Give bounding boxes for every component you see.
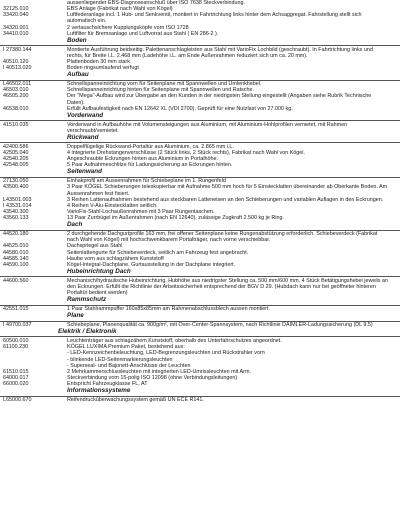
spec-code: 32125.010 — [3, 6, 29, 13]
spec-code: I 27380.144 — [3, 46, 32, 53]
spec-description: Doppelflügelige Rückwand-Portaltür aus Aluminium, ca. 2.865 mm i.L. — [67, 143, 234, 150]
section-heading: Rammschutz — [0, 296, 400, 305]
spec-code: 46538.010 — [3, 105, 29, 112]
spec-description: 1 Paar Stahlrammpuffer 160x85x85mm am Rahmenabschlussblech aussen montiert. — [67, 306, 271, 313]
spec-code: 43560.133 — [3, 215, 29, 222]
spec-row — [0, 262, 400, 268]
spec-description: Luftfilter für Bremsanlage und Luftvorrat aus Stahl ( EN 286-2 ). — [67, 30, 219, 37]
spec-code: 42548.005 — [3, 162, 29, 169]
spec-description: VarioFix-Stahl-Lochaußenrahmen mit 3 Paar Rungentaschen. — [67, 209, 215, 216]
spec-description: - LED-Kennzeichenbeleuchtung, LED-Begrenzungsleuchten und Rückstrahler vorn — [67, 350, 265, 357]
spec-row — [0, 122, 400, 134]
spec-description: Entspricht Fahrzeugklasse FL, AT — [67, 381, 148, 388]
spec-row — [0, 215, 400, 221]
spec-description: Boden ringsumlaufend verfugt — [67, 65, 139, 72]
spec-description: Haube vorn aus schlagzähem Kunststoff — [67, 255, 164, 262]
section-heading: Elektrik / Elektronik — [0, 328, 400, 337]
spec-row — [0, 397, 400, 403]
spec-code: 61510.015 — [3, 368, 29, 375]
spec-description: Steckverbindung vom 15-polig ISO 12098 (ohne Verbindungsleitungen) — [67, 375, 238, 381]
spec-code: L65000.670 — [3, 397, 32, 404]
spec-code: 42505.040 — [3, 150, 29, 156]
spec-description: Kögel-Integral-Dachplane. Gurtausstellung in der Dachplane integriert. — [67, 261, 236, 268]
spec-description: 3 Reihen Lattenaufnahmen bestehend aus steckbaren Latteneisen an den Schieberungen und variablen Auflagen in den Eckrungen. — [67, 196, 384, 203]
section-heading: Boden — [0, 37, 400, 46]
spec-code: 34320.001 — [3, 24, 29, 31]
spec-row — [0, 306, 400, 312]
spec-description: 2 durchgehende Dachgurtprofile 163 mm, frei offener Seitenplane keine Rungenabstützung erforderlich. Schiebeverdeck (Fabrikat nach Wahl von Kögel) mit hochschwenkbarem Portalträger, nach vorne verschiebbar. — [67, 231, 378, 244]
spec-description: Einhakprofil am Aussenrahmen für Schiebeplane im 1. Rungenfeld — [67, 178, 226, 185]
spec-description: Schnellspanneinrichtung vorn für Seitenplane mit Spannwellen und Umlenkhebel. — [67, 81, 262, 88]
section-heading: Hubeinrichtung Dach — [0, 268, 400, 277]
section-heading: Plane — [0, 312, 400, 321]
section-heading: Informationssysteme — [0, 387, 400, 396]
section-heading: Rückwand — [0, 134, 400, 143]
spec-description: 4 Reihen V-Alu-Einstecklatten seitlich. — [67, 202, 158, 209]
spec-code: 44580.010 — [3, 249, 29, 256]
spec-code: 46503.010 — [3, 87, 29, 94]
spec-code: 42400.586 — [3, 143, 29, 150]
spec-description: Seitenlattengurte für Schiebeverdeck, seitlich am Fahrzeug fest angebracht. — [67, 249, 249, 256]
spec-row — [0, 231, 400, 243]
spec-description: KÖGEL LUXIMA Premium Paket, bestehend aus: — [67, 344, 185, 351]
spec-description: Vorderwand in Aufbauhöhe mit Volumensteigungen aus Aluminium, mit Aluminium-Hohlprofilen vernietet, mit Rahmen verschraubt/vernietet. — [67, 121, 348, 134]
spec-code: 61100.230 — [3, 344, 29, 351]
spec-code: 41510.035 — [3, 121, 29, 128]
spec-description: Erfüllt Aufbaufestigkeit nach EN 12642 XL (VDI 2700). Geprüft für eine Nutzlast von 27.000 kg. — [67, 105, 293, 112]
spec-row — [0, 31, 400, 37]
spec-code: 40510.120 — [3, 59, 29, 66]
spec-row — [0, 65, 400, 71]
spec-code: 66000.020 — [3, 381, 29, 388]
spec-code: L43501.003 — [3, 196, 32, 203]
spec-code: 42551.015 — [3, 306, 29, 313]
spec-row — [0, 381, 400, 387]
spec-description: Dachspriegel aus Stahl — [67, 243, 123, 250]
spec-description: aussenliegender EBS-Diagnoseanschluß über ISO 7638 Steckverbindung. — [67, 0, 246, 6]
section-heading: Dach — [0, 221, 400, 230]
spec-code: 44600.560 — [3, 277, 29, 284]
spec-row — [0, 278, 400, 296]
spec-code: 43500.400 — [3, 184, 29, 191]
spec-description: 2 Mehrkammerschlussleuchten mit integrierten LED-Umrissleuchten mit Arm. — [67, 368, 251, 375]
spec-code: 43540.300 — [3, 209, 29, 216]
spec-code: 44520.180 — [3, 231, 29, 238]
spec-description: 5 Paar Aufnahmeschlitze für Ladungssicherung an Eckrungen hinten. — [67, 162, 233, 169]
spec-description: Leuchtenträger aus schlagzähem Kunststoff, oberhalb des Unterfahrschutzes angeordnet. — [67, 338, 282, 345]
spec-description: EBS Anlage (Fabrikat nach Wahl von Kögel) — [67, 6, 173, 13]
section-heading: Aufbau — [0, 71, 400, 80]
spec-description: Reifendrucküberwachungssystem gemäß UN ECE R141. — [67, 397, 204, 404]
spec-row — [0, 47, 400, 59]
spec-code: 46505.200 — [3, 93, 29, 100]
spec-description: 13 Paar Zurrbügel im Außenrahmen (nach EN 12640), zulässige Zugkraft 2.500 kg je Ring. — [67, 215, 284, 222]
spec-description: 4 integrierte Drehstangenverschlüsse (2 Stück links, 2 Stück rechts), Fabrikat nach Wahl von Kögel. — [67, 150, 305, 156]
spec-description: Mechanisch/hydraulische Hubeinrichtung. Hubhöhe aus niedrigster Stellung ca. 500 mm/600 mm, 4 Stück Betätigungshebel jeweils an den Eckrungen. Erfüllt die Richtlinie der Arbeitssicherheit entsprechend der BGV D 29. (Hubdach kann nur bei geöffneter hinteren Portaltür bedient werden) — [67, 277, 388, 297]
spec-code: I 49700.037 — [3, 322, 32, 329]
spec-description: Angeschraubte Eckrungen hinten aus Aluminium in Portalhöhe. — [67, 156, 219, 163]
spec-description: Luftfederanlage incl. 1 Hub- und Senkventil, montiert in Fahrtrichtung links hinter dem Achsaggregat. Fahrstellung stellt sich automatisch ein. — [67, 12, 362, 25]
spec-code: 33420.040 — [3, 12, 29, 19]
spec-row — [0, 93, 400, 105]
spec-description: Plattenboden 30 mm stark — [67, 59, 130, 66]
spec-row — [0, 184, 400, 196]
spec-code: 27130.050 — [3, 178, 29, 185]
spec-code: 44525.010 — [3, 243, 29, 250]
spec-code: 44585.140 — [3, 255, 29, 262]
spec-description: Schiebeplane, Planenqualität ca. 900g/m², mit Over-Center-Spannsystem, nach Richtlinie DAIMLER-Ladungssicherung (DL 9.5) — [67, 322, 373, 329]
spec-code: I 40513.020 — [3, 65, 32, 72]
spec-row — [0, 106, 400, 112]
spec-code: 64000.017 — [3, 375, 29, 381]
section-heading: Seitenwand — [0, 168, 400, 177]
spec-description: Schnellspanneinrichtung hinten für Seitenplane mit Spannwellen und Ratsche. — [67, 87, 254, 94]
spec-description: Der "Mega"-Aufbau wird zur Übergabe an den Kunden in der niedrigsten Stellung eingestellt (Angaben siehe Rubrik Technische Daten). — [67, 93, 372, 106]
spec-description: Montierte Ausführung beidseitig. Palettenanschlagleisten aus Stahl mit VarioFix Lochbild (geschraubt). In Fahrtrichtung links und rechts, für Breite i.L. 2.468 mm (Ladehöhe i.L. am Ende Außenrahmen reduziert sich um ca. 20 mm). — [67, 46, 373, 59]
spec-row — [0, 162, 400, 168]
spec-code: 60500.010 — [3, 338, 29, 345]
spec-description: - Superseal- und Bajonett-Anschlüsse der Leuchten — [67, 362, 191, 369]
spec-code: 34410.010 — [3, 30, 29, 37]
spec-row — [0, 12, 400, 24]
spec-code: 42540.205 — [3, 156, 29, 163]
spec-description: 3 Paar KÖGEL Schieberungen teleskopierbar mit Aufnahme 500 mm hoch für 5 Einstecklatten übereinander ab Oberkante Boden. Am Aussenrahmen fest fixiert. — [67, 184, 388, 197]
section-heading: Vorderwand — [0, 112, 400, 121]
spec-code: I 43531.014 — [3, 202, 32, 209]
spec-description: - blinkende LED-Seitenmarkierungsleuchten — [67, 356, 173, 363]
spec-code: L46502.011 — [3, 81, 32, 88]
spec-code: 44590.100 — [3, 261, 29, 268]
spec-description: 2 vertauschsichere Kupplungsköpfe vorn ISO 1728 — [67, 24, 189, 31]
